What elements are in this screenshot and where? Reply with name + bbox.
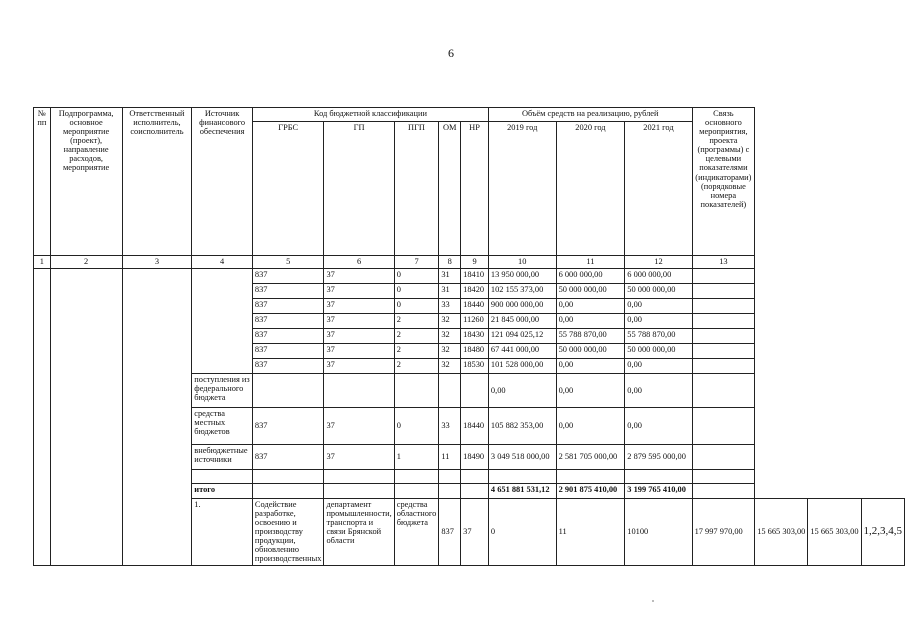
item-indicators: 1,2,3,4,5: [861, 499, 905, 566]
header-year-2021: 2021 год: [625, 122, 692, 256]
cell-2019: 13 950 000,00: [488, 269, 556, 284]
cell-empty: [34, 269, 51, 566]
cell-grbs: 837: [252, 284, 324, 299]
cell-empty: [692, 359, 755, 374]
cell-2020: 0,00: [556, 359, 625, 374]
cell-gp: 37: [324, 269, 394, 284]
cell-2021: 0,00: [625, 374, 692, 408]
cell-nr: 18420: [461, 284, 489, 299]
header-num: № пп: [34, 108, 51, 256]
cell-empty: [252, 470, 324, 484]
cell-empty: [252, 484, 324, 499]
cell-nr: 18440: [461, 299, 489, 314]
header-grbs: ГРБС: [252, 122, 324, 256]
header-year-2020: 2020 год: [556, 122, 625, 256]
cell-empty: [692, 408, 755, 445]
cell-gp: 37: [324, 408, 394, 445]
header-amount: Объём средств на реализацию, рублей: [488, 108, 692, 122]
cell-pgp: 0: [394, 299, 439, 314]
column-number: 8: [439, 256, 461, 269]
cell-2019: 21 845 000,00: [488, 314, 556, 329]
cell-pgp: 0: [394, 284, 439, 299]
cell-om: 32: [439, 329, 461, 344]
cell-empty: [439, 470, 461, 484]
cell-2019: 0,00: [488, 374, 556, 408]
cell-pgp: 0: [488, 499, 556, 566]
cell-empty: [394, 470, 439, 484]
column-number: 4: [192, 256, 253, 269]
cell-gp: 37: [324, 359, 394, 374]
cell-2020: 0,00: [556, 314, 625, 329]
cell-grbs: 837: [252, 329, 324, 344]
cell-grbs: 837: [252, 359, 324, 374]
cell-om: 33: [439, 408, 461, 445]
cell-nr: 18430: [461, 329, 489, 344]
cell-2020: 55 788 870,00: [556, 329, 625, 344]
cell-nr: 11260: [461, 314, 489, 329]
column-number: 10: [488, 256, 556, 269]
scan-speck: [652, 600, 654, 602]
cell-pgp: 2: [394, 359, 439, 374]
cell-2021: 0,00: [625, 314, 692, 329]
cell-om: 31: [439, 284, 461, 299]
cell-2021: 0,00: [625, 299, 692, 314]
cell-om: 31: [439, 269, 461, 284]
cell-grbs: 837: [252, 344, 324, 359]
cell-empty: [692, 299, 755, 314]
cell-gp: 37: [324, 445, 394, 470]
cell-2021: 50 000 000,00: [625, 344, 692, 359]
cell-2020: 0,00: [556, 299, 625, 314]
cell-pgp: 0: [394, 269, 439, 284]
total-label: итого: [192, 484, 253, 499]
table-row: [34, 269, 905, 284]
cell-empty: [394, 374, 439, 408]
cell-2021: 2 879 595 000,00: [625, 445, 692, 470]
column-number: 3: [122, 256, 192, 269]
cell-2019: 102 155 373,00: [488, 284, 556, 299]
cell-2019: 900 000 000,00: [488, 299, 556, 314]
cell-source: средства местных бюджетов: [192, 408, 253, 445]
cell-empty: [122, 269, 192, 566]
cell-2021: 50 000 000,00: [625, 284, 692, 299]
header-subprogram: Подпрограмма, основное мероприятие (проект), направление расходов, мероприятие: [50, 108, 122, 256]
cell-nr: 18490: [461, 445, 489, 470]
cell-2019: 3 049 518 000,00: [488, 445, 556, 470]
cell-empty: [439, 374, 461, 408]
cell-2020: 6 000 000,00: [556, 269, 625, 284]
cell-pgp: 1: [394, 445, 439, 470]
cell-2020: 0,00: [556, 374, 625, 408]
item-number: 1.: [192, 499, 253, 566]
cell-empty: [692, 329, 755, 344]
cell-empty: [692, 269, 755, 284]
header-om: ОМ: [439, 122, 461, 256]
cell-2019: 67 441 000,00: [488, 344, 556, 359]
cell-nr: 18480: [461, 344, 489, 359]
cell-empty: [692, 314, 755, 329]
cell-gp: 37: [324, 299, 394, 314]
cell-om: 32: [439, 359, 461, 374]
budget-table: [33, 107, 905, 566]
header-year-2019: 2019 год: [488, 122, 556, 256]
cell-empty: [50, 269, 122, 566]
cell-empty: [461, 374, 489, 408]
cell-empty: [192, 470, 253, 484]
cell-empty: [252, 374, 324, 408]
cell-source: средства областного бюджета: [394, 499, 439, 566]
header-source: Источник финансового обеспечения: [192, 108, 253, 256]
header-pgp: ПГП: [394, 122, 439, 256]
cell-2020: 2 581 705 000,00: [556, 445, 625, 470]
cell-empty: [625, 470, 692, 484]
total-2021: 3 199 765 410,00: [625, 484, 692, 499]
cell-gp: 37: [324, 329, 394, 344]
cell-pgp: 2: [394, 344, 439, 359]
cell-2021: 0,00: [625, 359, 692, 374]
column-number: 1: [34, 256, 51, 269]
cell-empty: [692, 374, 755, 408]
column-number: 7: [394, 256, 439, 269]
cell-2021: 0,00: [625, 408, 692, 445]
total-2020: 2 901 875 410,00: [556, 484, 625, 499]
cell-empty: [324, 470, 394, 484]
cell-gp: 37: [324, 284, 394, 299]
cell-om: 11: [439, 445, 461, 470]
cell-om: 32: [439, 344, 461, 359]
column-number: 12: [625, 256, 692, 269]
cell-2020: 15 665 303,00: [755, 499, 808, 566]
header-budget-code: Код бюджетной классификации: [252, 108, 488, 122]
cell-empty: [488, 470, 556, 484]
cell-gp: 37: [324, 344, 394, 359]
column-number: 5: [252, 256, 324, 269]
cell-grbs: 837: [252, 445, 324, 470]
cell-source: поступления из федерального бюджета: [192, 374, 253, 408]
cell-nr: 18530: [461, 359, 489, 374]
cell-pgp: 0: [394, 408, 439, 445]
cell-grbs: 837: [439, 499, 461, 566]
cell-2021: 55 788 870,00: [625, 329, 692, 344]
cell-2021: 15 665 303,00: [808, 499, 861, 566]
cell-source: внебюджетные источники: [192, 445, 253, 470]
column-number-row: [34, 256, 905, 269]
cell-gp: 37: [461, 499, 489, 566]
header-executor: Ответственный исполнитель, соисполнитель: [122, 108, 192, 256]
cell-2021: 6 000 000,00: [625, 269, 692, 284]
cell-empty: [692, 445, 755, 470]
cell-empty: [439, 484, 461, 499]
cell-2020: 50 000 000,00: [556, 284, 625, 299]
cell-2020: 0,00: [556, 408, 625, 445]
cell-grbs: 837: [252, 408, 324, 445]
cell-om: 33: [439, 299, 461, 314]
cell-nr: 18410: [461, 269, 489, 284]
cell-om: 32: [439, 314, 461, 329]
column-number: 2: [50, 256, 122, 269]
cell-pgp: 2: [394, 314, 439, 329]
header-nr: НР: [461, 122, 489, 256]
page-number: 6: [448, 46, 454, 60]
column-number: 6: [324, 256, 394, 269]
header-gp: ГП: [324, 122, 394, 256]
item-executor: департамент промышленности, транспорта и связи Брянской области: [324, 499, 394, 566]
cell-empty: [192, 269, 253, 374]
cell-empty: [461, 470, 489, 484]
total-2019: 4 651 881 531,12: [488, 484, 556, 499]
column-number: 13: [692, 256, 755, 269]
cell-nr: 18440: [461, 408, 489, 445]
column-number: 11: [556, 256, 625, 269]
cell-om: 11: [556, 499, 625, 566]
column-number: 9: [461, 256, 489, 269]
cell-empty: [324, 484, 394, 499]
cell-empty: [692, 470, 755, 484]
item-name: Содействие разработке, освоению и производству продукции, обновлению производственных: [252, 499, 324, 566]
cell-empty: [692, 484, 755, 499]
cell-empty: [692, 344, 755, 359]
cell-2019: 105 882 353,00: [488, 408, 556, 445]
cell-empty: [556, 470, 625, 484]
cell-empty: [324, 374, 394, 408]
cell-2019: 121 094 025,12: [488, 329, 556, 344]
cell-pgp: 2: [394, 329, 439, 344]
cell-2019: 17 997 970,00: [692, 499, 755, 566]
cell-empty: [692, 284, 755, 299]
cell-empty: [461, 484, 489, 499]
cell-grbs: 837: [252, 299, 324, 314]
header-indicators: Связь основного мероприятия, проекта (программы) с целевыми показателями (индикаторами) (порядковые номера показателей): [692, 108, 755, 256]
cell-2019: 101 528 000,00: [488, 359, 556, 374]
cell-gp: 37: [324, 314, 394, 329]
header-row: [34, 108, 905, 122]
cell-grbs: 837: [252, 314, 324, 329]
cell-nr: 10100: [625, 499, 692, 566]
cell-2020: 50 000 000,00: [556, 344, 625, 359]
cell-grbs: 837: [252, 269, 324, 284]
cell-empty: [394, 484, 439, 499]
